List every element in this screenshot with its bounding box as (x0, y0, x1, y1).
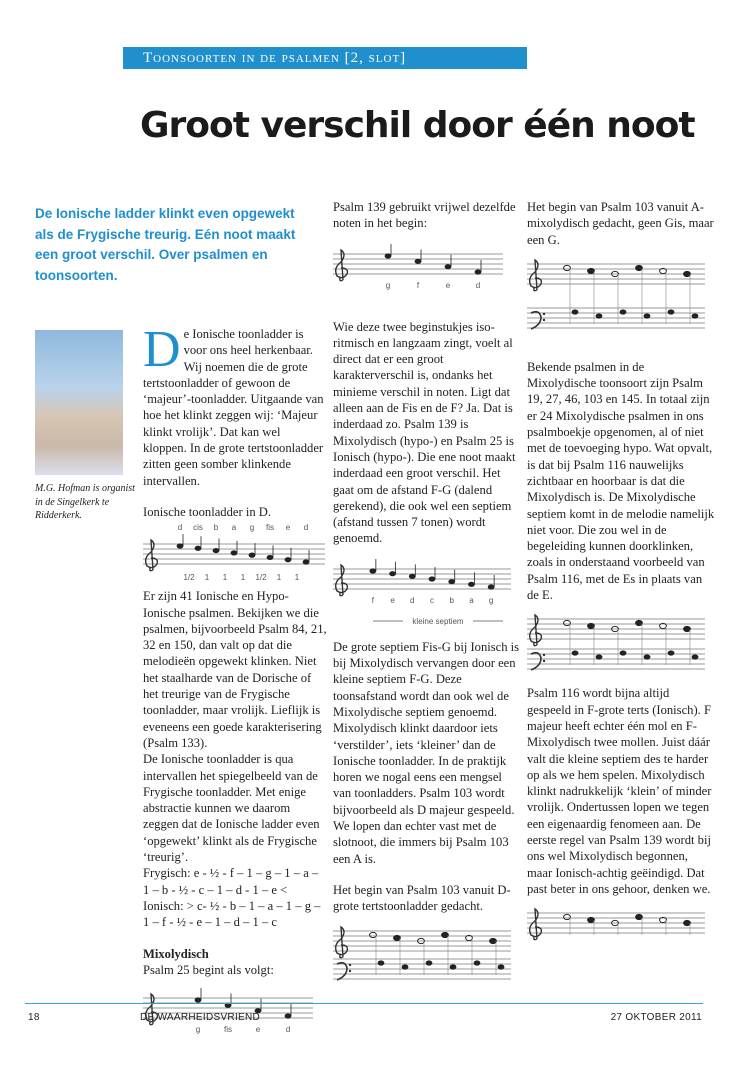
note-label: e (390, 595, 395, 605)
note-head (684, 921, 691, 926)
note-label: d (410, 595, 415, 605)
bass-clef-dot (543, 654, 545, 656)
author-photo (35, 330, 123, 475)
paragraph: Wie deze twee beginstukjes iso-ritmisch en langzaam zingt, voelt al direct dat er een groot karakterverschil is, ondanks het minieme verschil in noten. Ligt dat alleen aan de Fis en de F? Ja. Dat is inderdaad zo. Psalm 139 is Mixolydisch (hypo-) en Psalm 25 is Ionisch (hypo-). Die ene noot maakt inderdaad een groot verschil. Het gaat om de afstand F-G (dalend gerekend), die ook wel een septiem (afstand tussen 7 tonen) wordt genoemd. (333, 319, 516, 546)
note-head (426, 960, 433, 965)
note-head (692, 655, 699, 660)
interval-label: 1/2 (183, 573, 195, 583)
paragraph: Ionisch: > c- ½ - b – 1 – a – 1 – g – 1 – f - ½ - e – 1 – d – 1 – c (143, 898, 321, 930)
bass-clef-dot (349, 969, 351, 971)
note-head (445, 264, 452, 269)
note-label: e (255, 1025, 261, 1035)
note-label: a (469, 595, 474, 605)
subheading: Mixolydisch (143, 946, 209, 961)
interval-label: 1 (204, 573, 210, 583)
note-label: b (449, 595, 454, 605)
paragraph: Frygisch: e - ½ - f – 1 – g – 1 – a – 1 – b - ½ - c – 1 – d - 1 – e < (143, 866, 319, 897)
paragraph: De grote septiem Fis-G bij Ionisch is bij Mixolydisch vervangen door een kleine septiem F-G. Deze toonsafstand wordt dan ook wel de Mixolydische septiem genoemd. Mixolydisch klinkt daardoor iets ‘verstilder’, iets ‘kleiner’ dan de Ionische toonladder. In de praktijk horen we nogal eens een mengsel van toonladders. Psalm 103 wordt bijvoorbeeld als D majeur gespeeld. We lopen dan echter vast met de slotnoot, die immers bij Psalm 103 een A is. (333, 639, 520, 866)
grand-staff-psalm103-a (527, 256, 707, 336)
note-head (450, 964, 457, 969)
note-head (564, 915, 571, 920)
note-head (564, 265, 571, 270)
paragraph: Ionische toonladder in D. (143, 504, 272, 519)
interval-label: 1/2 (255, 573, 267, 583)
note-head (177, 544, 184, 549)
note-label: cis (193, 523, 203, 533)
note-head (267, 555, 274, 560)
note-head (415, 258, 422, 263)
note-head (468, 581, 475, 586)
paragraph: Psalm 116 wordt bijna altijd gespeeld in F-grote terts (Ionisch). F majeur heeft echter één mol en F-Mixolydisch twee mollen. Juist dáár valt die kleine septiem des te harder op als we hem spelen. Mixolydisch klinkt nadrukkelijk ‘klein’ of minder vrolijk. Ondertussen lopen we tegen een eigenaardig fenomeen aan. De eerste regel van Psalm 139 wordt bij ons wel Mixolydisch begonnen, maar Ionisch-achtig geëindigd. Dat past beter in ons gehoor, denken we. (527, 686, 712, 896)
note-head (389, 571, 396, 576)
note-head (564, 621, 571, 626)
note-head (620, 651, 627, 656)
music-staff-psalm139-ending (527, 905, 707, 945)
note-head (490, 938, 497, 943)
note-head (572, 309, 579, 314)
note-head (668, 651, 675, 656)
note-label: c (430, 595, 434, 605)
note-head (644, 655, 651, 660)
interval-label: 1 (222, 573, 228, 583)
note-head (588, 918, 595, 923)
note-head (409, 573, 416, 578)
note-head (692, 313, 699, 318)
note-label: g (385, 280, 391, 290)
note-label: e (445, 280, 451, 290)
paragraph: Het begin van Psalm 103 vanuit A-mixolydisch gedacht, geen Gis, maar een G. (527, 200, 714, 247)
note-label: f (416, 280, 420, 290)
note-head (636, 265, 643, 270)
note-head (668, 309, 675, 314)
note-label: a (231, 523, 237, 533)
note-head (369, 568, 376, 573)
bass-clef-dot (543, 660, 545, 662)
note-label: e (285, 523, 291, 533)
note-head (385, 253, 392, 258)
footer-rule (25, 1003, 703, 1004)
note-head (429, 576, 436, 581)
note-head (596, 313, 603, 318)
bass-clef-dot (543, 313, 545, 315)
note-head (588, 268, 595, 273)
interval-label: 1 (240, 573, 246, 583)
note-head (442, 932, 449, 937)
note-head (402, 964, 409, 969)
note-head (285, 557, 292, 562)
drop-cap: D (143, 321, 181, 378)
paragraph: Bekende psalmen in de Mixolydische toonsoort zijn Psalm 19, 27, 46, 103 en 145. In totaal zijn er 24 Mixolydische psalmen in ons psalmboekje opgenomen, al of niet met de toevoeging hypo. Wat opvalt, is dat bij Psalm 116 nauwelijks zichtbaar en hoorbaar is dat die Mixolydisch is. De Mixolydische septiem komt in de melodie namelijk niet voor. Die zou wel in de begeleiding kunnen doorklinken, zoals in onderstaand voorbeeld van Psalm 116, met de Es in plaats van de E. (527, 359, 715, 603)
note-head (596, 655, 603, 660)
treble-clef-icon (530, 909, 542, 940)
grand-staff-psalm103-d (333, 923, 513, 989)
note-label: g (195, 1025, 201, 1035)
note-head (213, 548, 220, 553)
note-head (448, 579, 455, 584)
column-2 (333, 199, 523, 997)
paragraph: Psalm 139 gebruikt vrijwel dezelfde noten in het begin: (333, 200, 516, 231)
note-head (644, 313, 651, 318)
note-head (474, 960, 481, 965)
note-label: d (177, 523, 183, 533)
treble-clef-icon (336, 927, 348, 958)
note-head (572, 651, 579, 656)
paragraph: Er zijn 41 Ionische en Hypo-Ionische psalmen. Bekijken we die psalmen, bijvoorbeeld Psalm 84, 21, 32 en 150, dan valt op dat die melodieën opgewekt klinken. Niet het staalharde van de Dorische of het treurige van de Frygische toonladder, maar vrolijk. Lieflijk is eveneens een goede karakterisering (Psalm 133). (143, 589, 327, 750)
music-staff-septiem (333, 555, 513, 631)
paragraph: e Ionische toonladder is voor ons heel herkenbaar. Wij noemen die de grote tertstoonladder of gewoon de ‘majeur’-toonladder. Uitgaande van hoe het klinkt zeggen wij: ‘Majeur klinkt vrolijk’. Dat kan wel kloppen. In de grote tertstoonladder zitten geen somber klinkende intervallen. (143, 327, 324, 488)
note-head (636, 621, 643, 626)
note-label: f (371, 595, 374, 605)
note-head (620, 309, 627, 314)
bass-clef-icon (337, 962, 347, 979)
note-head (498, 964, 505, 969)
magazine-name: DE WAARHEIDSVRIEND (140, 1012, 261, 1023)
note-head (370, 932, 377, 937)
paragraph: Psalm 25 begint als volgt: (143, 962, 274, 977)
note-label: d (285, 1025, 291, 1035)
note-label: d (303, 523, 309, 533)
note-head (195, 997, 202, 1002)
note-label: b (213, 523, 219, 533)
bass-clef-dot (349, 963, 351, 965)
paragraph: De Ionische toonladder is qua intervallen het spiegelbeeld van de Frygische toonladder. Met enige abstractie kunnen we daarom zeggen dat de Ionische ladder even ‘opgewekt’ klinkt als de Frygische ‘treurig’. (143, 752, 320, 865)
treble-clef-icon (530, 615, 542, 646)
paragraph: Het begin van Psalm 103 vanuit D-grote tertstoonladder gedacht. (333, 882, 511, 914)
note-head (488, 584, 495, 589)
note-label: g (249, 523, 255, 533)
note-label: g (488, 595, 494, 605)
note-head (285, 1013, 292, 1018)
note-head (249, 553, 256, 558)
section-banner (123, 47, 527, 69)
note-head (588, 624, 595, 629)
section-title: Toonsoorten in de psalmen [2, slot] (143, 50, 407, 66)
page-number: 18 (28, 1012, 40, 1023)
music-staff-psalm139 (333, 240, 508, 296)
issue-date: 27 OKTOBER 2011 (610, 1012, 702, 1023)
treble-clef-icon (530, 260, 542, 291)
note-head (195, 546, 202, 551)
treble-clef-icon (146, 540, 158, 571)
column-3 (527, 199, 715, 953)
septiem-label: kleine septiem (412, 616, 464, 626)
interval-label: 1 (276, 573, 282, 583)
note-head (303, 560, 310, 565)
article-title: Groot verschil door één noot (140, 105, 695, 146)
interval-label: 1 (294, 573, 300, 583)
bass-clef-icon (531, 653, 541, 670)
grand-staff-psalm116 (527, 611, 707, 677)
treble-clef-icon (336, 250, 348, 281)
note-head (378, 960, 385, 965)
note-head (636, 915, 643, 920)
note-label: fis (224, 1025, 232, 1035)
note-head (684, 271, 691, 276)
note-head (684, 627, 691, 632)
music-staff-ionian-d (143, 523, 327, 583)
note-label: d (475, 280, 481, 290)
author-caption: M.G. Hofman is organist in de Singelkerk te Ridderkerk. (35, 483, 135, 521)
bass-clef-dot (543, 319, 545, 321)
note-head (394, 935, 401, 940)
treble-clef-icon (336, 565, 348, 596)
note-label: fis (266, 523, 274, 533)
column-1 (143, 321, 327, 1044)
note-head (231, 551, 238, 556)
bass-clef-icon (531, 312, 541, 329)
article-intro: De Ionische ladder klinkt even opgewekt als de Frygische treurig. Eén noot maakt een groot verschil. Over psalmen en toonsoorten. (35, 206, 296, 283)
note-head (475, 269, 482, 274)
